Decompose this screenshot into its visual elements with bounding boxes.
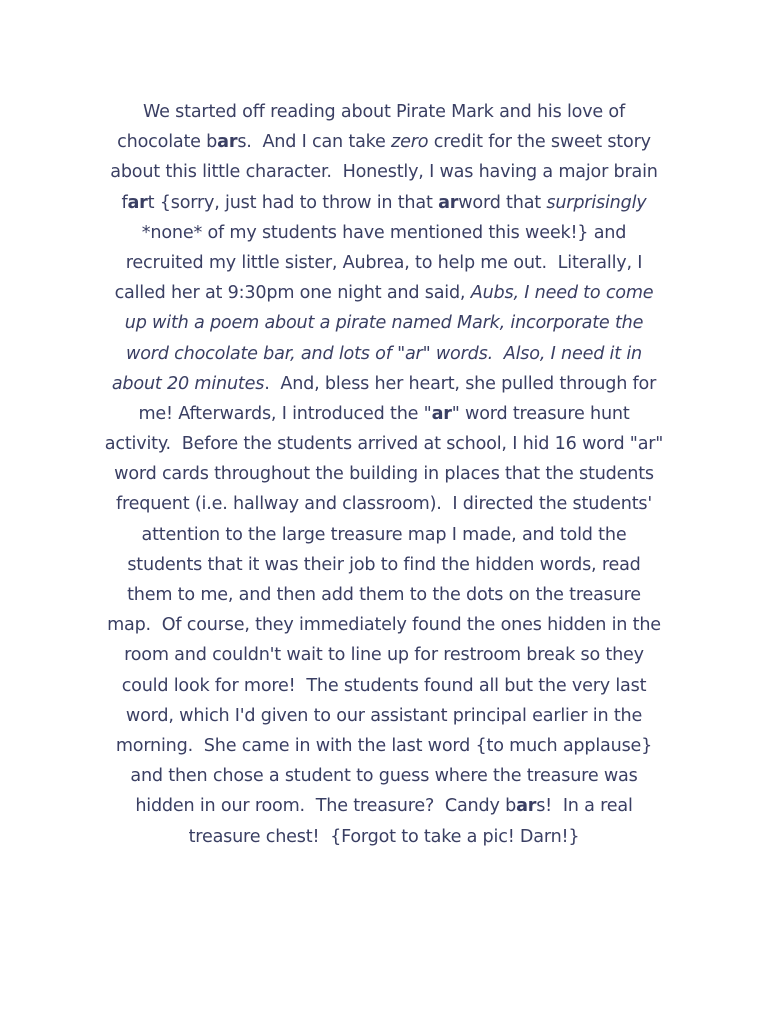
text-line: [84, 520, 684, 550]
text-segment: morning. She came in with the last word {to much applause}: [115, 735, 653, 756]
text-segment: about this little character. Honestly, I was having a major brain: [110, 162, 658, 183]
text-segment: could look for more! The students found all but the very last: [121, 675, 647, 696]
italic-text: up with a poem about a pirate named Mark, incorporate the: [124, 313, 644, 334]
text-segment: " word treasure hunt: [451, 403, 630, 424]
text-segment: activity. Before the students arrived at school, I hid 16 word "ar": [104, 434, 664, 455]
text-segment: and then chose a student to guess where the treasure was: [130, 766, 638, 787]
text-line: [84, 308, 684, 338]
text-line: [84, 278, 684, 308]
text-segment: word, which I'd given to our assistant principal earlier in the: [125, 705, 643, 726]
italic-text: zero: [391, 132, 429, 153]
italic-text: about 20 minutes: [111, 373, 265, 394]
text-line: [84, 188, 684, 218]
story-paragraph: [84, 97, 684, 852]
text-segment: word cards throughout the building in places that the students: [114, 464, 654, 485]
text-segment: s. And I can take: [237, 132, 392, 153]
text-segment: frequent (i.e. hallway and classroom). I directed the students': [116, 494, 652, 515]
text-segment: hidden in our room. The treasure? Candy b: [135, 796, 517, 817]
text-line: [84, 459, 684, 489]
text-line: [84, 369, 684, 399]
text-line: [84, 610, 684, 640]
text-line: [84, 97, 684, 127]
text-segment: recruited my little sister, Aubrea, to help me out. Literally, I: [125, 252, 643, 273]
text-line: [84, 339, 684, 369]
text-segment: chocolate b: [117, 132, 218, 153]
text-segment: me! Afterwards, I introduced the ": [138, 403, 432, 424]
text-segment: map. Of course, they immediately found the ones hidden in the: [107, 615, 661, 636]
text-line: [84, 429, 684, 459]
text-segment: room and couldn't wait to line up for restroom break so they: [124, 645, 644, 666]
text-segment: We started off reading about Pirate Mark and his love of: [142, 102, 625, 122]
italic-text: word chocolate bar, and lots of "ar" words. Also, I need it in: [126, 343, 642, 364]
text-segment: s! In a real: [536, 796, 633, 817]
text-segment: treasure chest! {Forgot to take a pic! Darn!}: [188, 826, 580, 847]
bold-text: ar: [127, 192, 148, 213]
bold-text: ar: [438, 192, 459, 213]
text-line: [84, 550, 684, 580]
text-segment: f: [121, 192, 128, 213]
text-line: [84, 731, 684, 761]
italic-text: surprisingly: [546, 192, 647, 213]
text-line: [84, 791, 684, 821]
text-line: [84, 580, 684, 610]
italic-text: Aubs, I need to come: [470, 283, 654, 304]
text-segment: attention to the large treasure map I made, and told the: [141, 524, 627, 545]
text-line: [84, 127, 684, 157]
text-segment: t {sorry, just had to throw in that: [147, 192, 439, 213]
text-line: [84, 761, 684, 791]
text-segment: . And, bless her heart, she pulled through for: [264, 373, 657, 394]
text-line: [84, 671, 684, 701]
text-line: [84, 248, 684, 278]
text-segment: word that: [458, 192, 547, 213]
text-line: [84, 399, 684, 429]
text-segment: credit for the sweet story: [428, 132, 651, 153]
text-line: [84, 218, 684, 248]
bold-text: ar: [217, 132, 238, 153]
text-segment: students that it was their job to find the hidden words, read: [127, 554, 641, 575]
text-line: [84, 489, 684, 519]
text-line: [84, 157, 684, 187]
text-segment: them to me, and then add them to the dots on the treasure: [127, 585, 641, 605]
text-line: [84, 701, 684, 731]
bold-text: ar: [431, 403, 452, 424]
text-line: [84, 640, 684, 670]
bold-text: ar: [516, 796, 537, 817]
text-line: [84, 822, 684, 852]
text-segment: *none* of my students have mentioned this week!} and: [141, 222, 627, 243]
text-segment: called her at 9:30pm one night and said,: [114, 283, 471, 304]
